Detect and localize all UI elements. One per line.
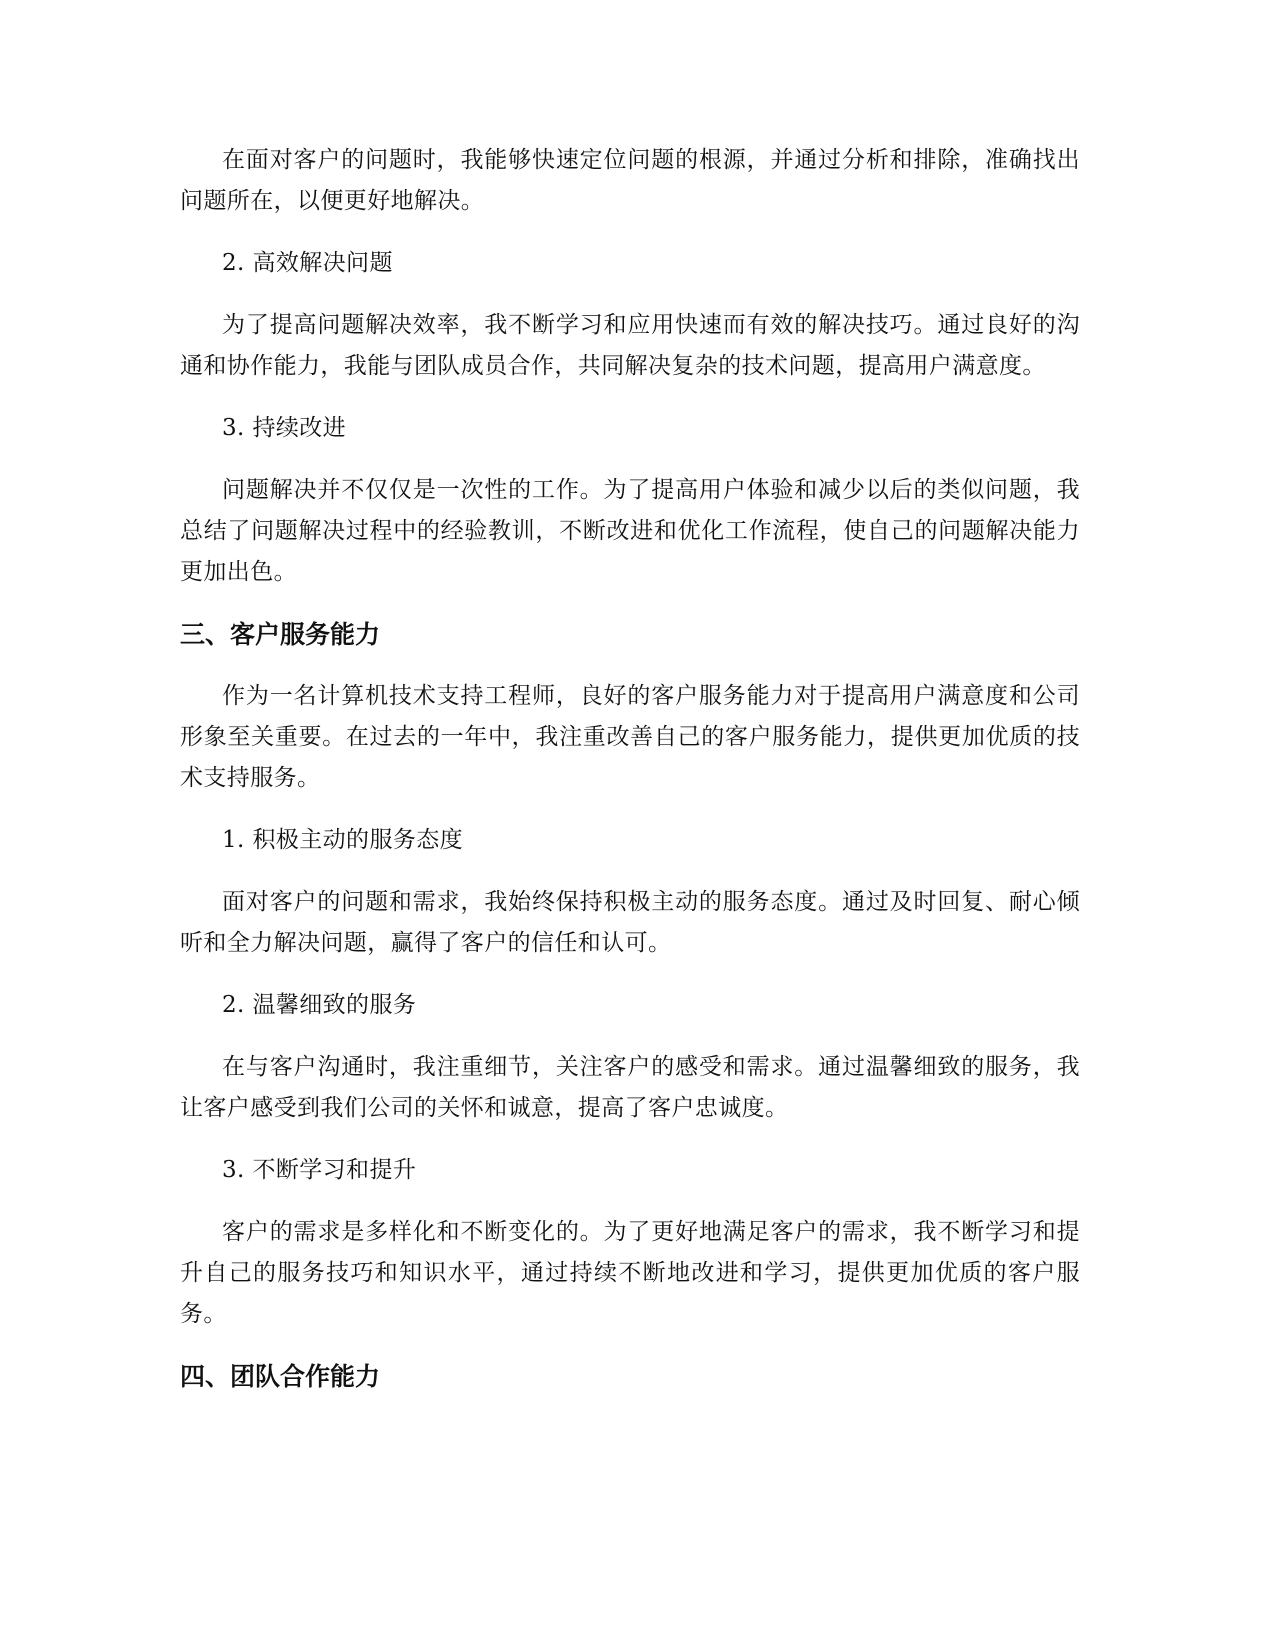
list-item-heading: 2. 温馨细致的服务	[222, 992, 417, 1018]
section-heading: 三、客户服务能力	[180, 620, 381, 649]
list-item-heading: 3. 不断学习和提升	[222, 1157, 417, 1183]
list-item-heading: 1. 积极主动的服务态度	[222, 827, 464, 853]
list-item-heading: 3. 持续改进	[222, 415, 347, 441]
paragraph: 在面对客户的问题时，我能够快速定位问题的根源，并通过分析和排除，准确找出问题所在，以便更好地解决。	[180, 147, 1080, 214]
paragraph: 在与客户沟通时，我注重细节，关注客户的感受和需求。通过温馨细致的服务，我让客户感受到我们公司的关怀和诚意，提高了客户忠诚度。	[180, 1054, 1080, 1121]
list-item-heading: 2. 高效解决问题	[222, 250, 393, 276]
paragraph: 客户的需求是多样化和不断变化的。为了更好地满足客户的需求，我不断学习和提升自己的服务技巧和知识水平，通过持续不断地改进和学习，提供更加优质的客户服务。	[180, 1219, 1080, 1327]
section-heading: 四、团队合作能力	[180, 1362, 381, 1391]
paragraph: 问题解决并不仅仅是一次性的工作。为了提高用户体验和减少以后的类似问题，我总结了问题解决过程中的经验教训，不断改进和优化工作流程，使自己的问题解决能力更加出色。	[180, 477, 1080, 585]
document-page	[180, 140, 1080, 1418]
paragraph: 作为一名计算机技术支持工程师，良好的客户服务能力对于提高用户满意度和公司形象至关重要。在过去的一年中，我注重改善自己的客户服务能力，提供更加优质的技术支持服务。	[180, 683, 1080, 791]
paragraph: 为了提高问题解决效率，我不断学习和应用快速而有效的解决技巧。通过良好的沟通和协作能力，我能与团队成员合作，共同解决复杂的技术问题，提高用户满意度。	[180, 312, 1080, 379]
paragraph: 面对客户的问题和需求，我始终保持积极主动的服务态度。通过及时回复、耐心倾听和全力解决问题，赢得了客户的信任和认可。	[180, 889, 1080, 956]
